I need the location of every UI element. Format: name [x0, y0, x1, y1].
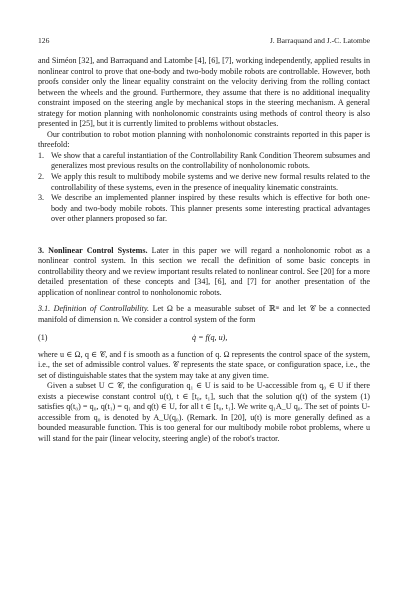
paragraph-given: Given a subset U ⊂ 𝒞, the configuration q₁ ∈ U is said to be U-accessible from q₀ ∈ U if there exists a piecewise constant control u(t), t ∈ [t₀, t₁], such that the solution q(t) of the system (1) satisfies q(t₀) = q₀, q(t₁) = q₁ and q(t) ∈ U, for all t ∈ [t₀, t₁]. We write q₁A_U q₀. The set of points U-accessible from q₀ is denoted by A_U(q₀). (Remark. In [20], u(t) is more generally defined as a bounded measurable function. This is too general for our multibody mobile robot problems, where u will stand for the pair (linear velocity, steering angle) of the robot's tractor.: [38, 381, 370, 443]
section-heading: 3. Nonlinear Control Systems.: [38, 245, 148, 255]
subsection-3-1: [38, 304, 370, 325]
page-body: [38, 56, 370, 445]
list-item: [38, 151, 370, 172]
section-text: Later in this paper we will regard a nonholonomic robot as a nonlinear control system. In this section we recall the definition of some basic concepts in controllability theory and we review important results related to nonlinear control. See [20] for a more detailed presentation of these concepts and [34], [6], and [7] for another presentation of the application of nonlinear control to nonholonomic robots.: [38, 245, 371, 297]
paragraph-intro: and Siméon [32], and Barraquand and Latombe [4], [6], [7], working independently, applied results in nonlinear control to prove that one-body and two-body mobile robots are controllable. However, both proofs consider only the linear equality constraint on the velocity deriving from the rolling contact between the wheels and the ground. Furthermore, they assume that there is no additional inequality constraint imposed on the steering angle by mechanical stops in the steering mechanism. A general strategy for motion planning with nonholonomic constraints using methods of control theory is also presented in [25], but it is currently limited to problems without obstacles.: [38, 56, 370, 129]
list-item-number: 2.: [38, 172, 45, 182]
list-item: [38, 172, 370, 193]
running-header-authors: J. Barraquand and J.-C. Latombe: [269, 36, 370, 45]
subsection-heading: 3.1. Definition of Controllability.: [38, 304, 150, 314]
list-item: [38, 193, 370, 225]
contribution-list: [38, 151, 370, 225]
equation-formula: q̇ = f(q, u),: [192, 332, 228, 342]
equation-1: [38, 333, 370, 345]
subsection-text: Let Ω be a measurable subset of ℝᵐ and let 𝒞 be a connected manifold of dimension n. We consider a control system of the form: [38, 304, 370, 325]
paragraph-contribution: Our contribution to robot motion planning with nonholonomic constraints reported in this paper is threefold:: [38, 129, 370, 150]
paragraph-where: where u ∈ Ω, q ∈ 𝒞, and f is smooth as a function of q. Ω represents the control space of the system, i.e., the set of admissible control values. 𝒞 represents the state space, or configuration space, i.e., the set of distinguishable states that the system may take at any given time.: [38, 349, 370, 380]
list-item-number: 1.: [38, 150, 45, 160]
list-item-number: 3.: [38, 193, 45, 203]
section-3: [38, 246, 370, 299]
list-item-text: We apply this result to multibody mobile systems and we derive new formal results related to the controllability of these systems, even in the presence of inequality kinematic constraints.: [51, 172, 370, 192]
page-number: 126: [38, 36, 50, 45]
running-header: [38, 36, 370, 47]
equation-label: (1): [38, 332, 48, 342]
list-item-text: We show that a careful instantiation of the Controllability Rank Condition Theorem subsumes and generalizes most previous results on the controllability of nonholonomic robots.: [51, 150, 370, 171]
list-item-text: We describe an implemented planner inspired by these results which is effective for both one-body and two-body mobile robots. This planner presents some interesting practical advantages over other planners proposed so far.: [51, 193, 370, 224]
